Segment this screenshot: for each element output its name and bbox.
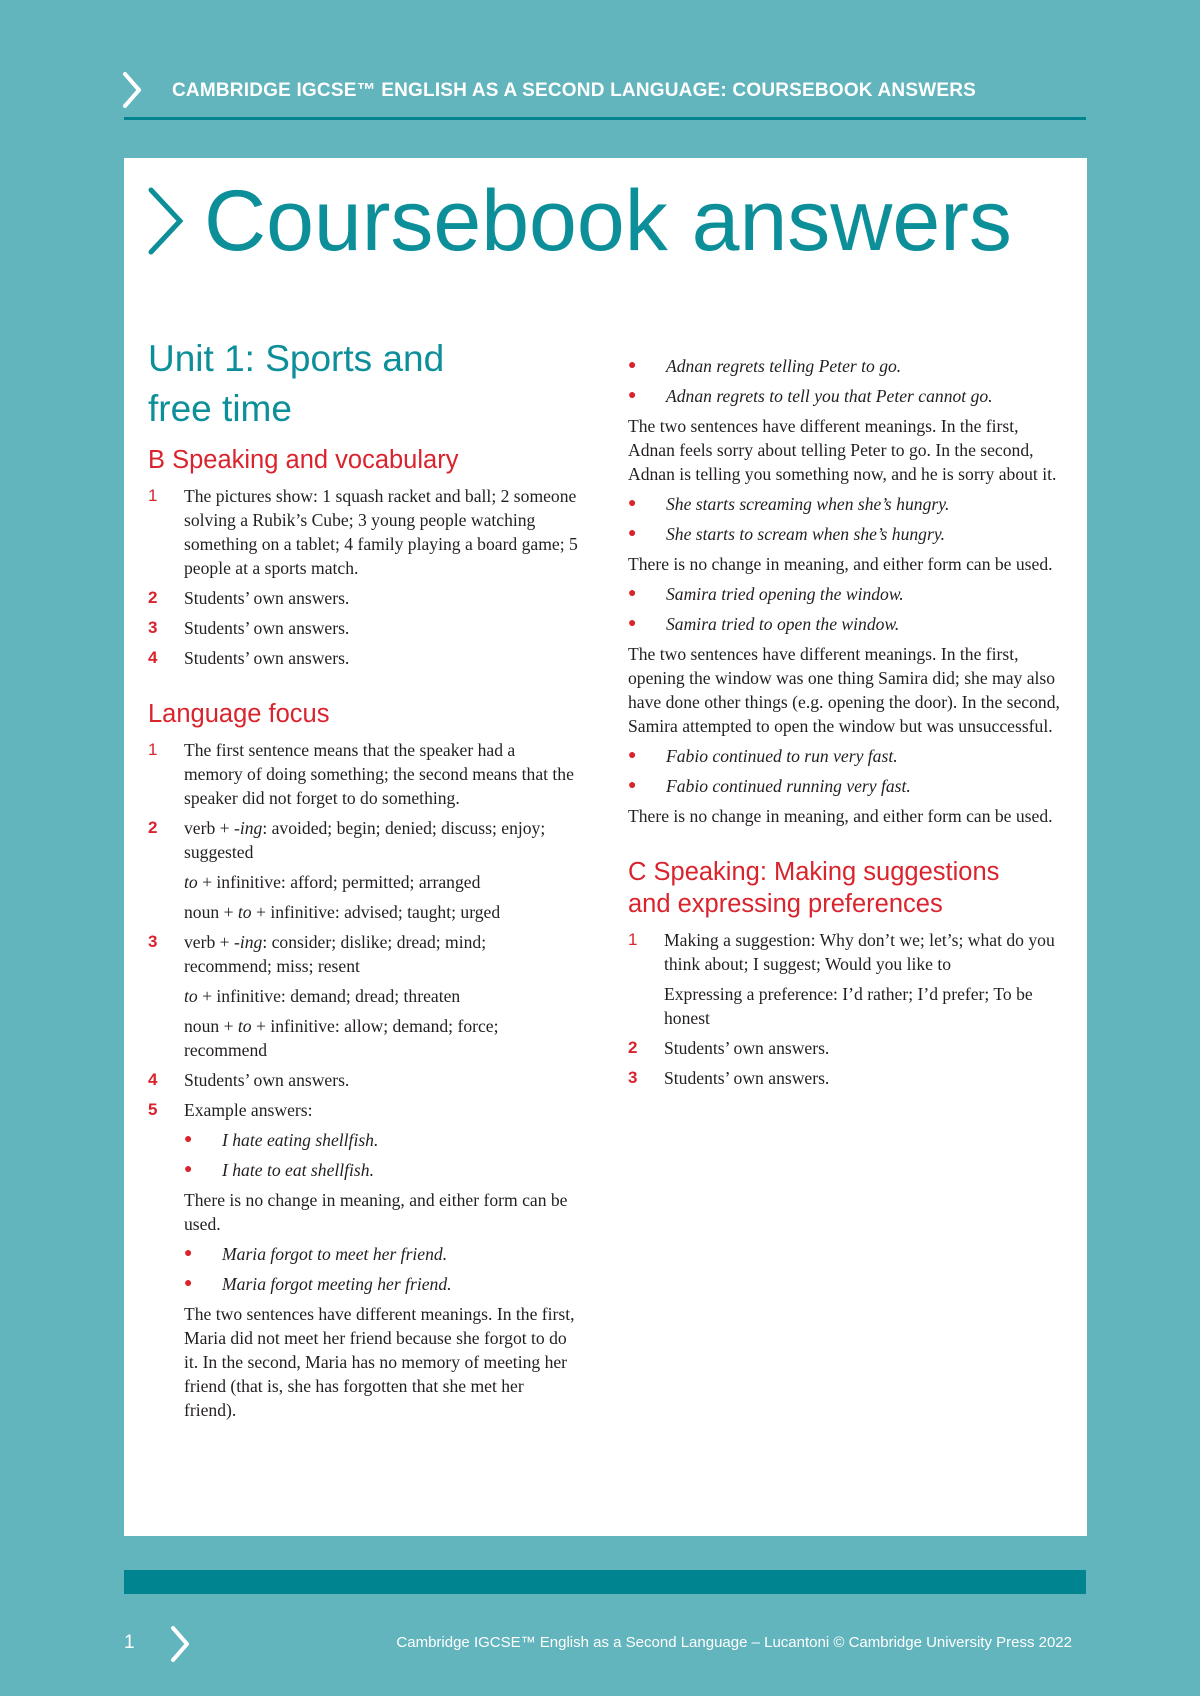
- explanation-paragraph: There is no change in meaning, and either form can be used.: [184, 1190, 568, 1234]
- bullet-item: [628, 582, 1068, 606]
- footer-band: [124, 1570, 1086, 1594]
- left-column: [148, 334, 578, 1428]
- bullet-item: [628, 744, 1068, 768]
- bullet-text: I hate to eat shellfish.: [222, 1160, 374, 1180]
- bullet-item: [628, 522, 1068, 546]
- item-number: 2: [148, 588, 158, 607]
- bullet-icon: ●: [628, 388, 637, 403]
- unit-heading-line-1: Unit 1: Sports and: [148, 338, 445, 379]
- bullet-item: [628, 384, 1068, 408]
- chevron-right-icon: [170, 1626, 190, 1662]
- item-subline: to + infinitive: afford; permitted; arranged: [184, 872, 481, 892]
- bullet-icon: ●: [628, 616, 637, 631]
- list-item: [148, 586, 578, 610]
- explanation-paragraph: The two sentences have different meanings. In the first, Maria did not meet her friend because she forgot to do it. In the second, Maria has no memory of meeting her friend (that is, she has forgotten that she met her friend).: [184, 1304, 575, 1420]
- bullet-icon: ●: [628, 748, 637, 763]
- list-item: [148, 1098, 578, 1122]
- item-text: verb + -ing: consider; dislike; dread; mind; recommend; miss; resent: [184, 932, 487, 976]
- running-header: CAMBRIDGE IGCSE™ ENGLISH AS A SECOND LANGUAGE: COURSEBOOK ANSWERS: [172, 80, 977, 101]
- section-heading-line-2: and expressing preferences: [628, 890, 943, 918]
- item-text: Students’ own answers.: [184, 648, 350, 668]
- item-text: Students’ own answers.: [184, 1070, 350, 1090]
- item-text: The pictures show: 1 squash racket and ball; 2 someone solving a Rubik’s Cube; 3 young people watching something on a tablet; 4 family playing a board game; 5 people at a sports match.: [184, 486, 578, 578]
- item-text: Students’ own answers.: [184, 618, 350, 638]
- item-number: 2: [148, 818, 158, 837]
- item-text: Students’ own answers.: [184, 588, 350, 608]
- header-divider: [124, 117, 1086, 120]
- unit-heading: [148, 334, 578, 434]
- list-item: [148, 816, 578, 864]
- item-text: Students’ own answers.: [664, 1068, 830, 1088]
- page-number: 1: [124, 1632, 135, 1653]
- bullet-text: Maria forgot meeting her friend.: [222, 1274, 452, 1294]
- item-number: 5: [148, 1100, 158, 1119]
- explanation-paragraph: The two sentences have different meanings. In the first, Adnan feels sorry about telling Peter to go. In the second, Adnan is telling you something now, and he is sorry about it.: [628, 416, 1057, 484]
- bullet-item: [628, 354, 1068, 378]
- list-item: [148, 484, 578, 580]
- bullet-icon: ●: [628, 526, 637, 541]
- item-number: 1: [148, 740, 158, 759]
- bullet-item: [184, 1242, 578, 1266]
- item-text: The first sentence means that the speaker had a memory of doing something; the second means that the speaker did not forget to do something.: [184, 740, 574, 808]
- bullet-icon: ●: [184, 1276, 193, 1291]
- unit-heading-line-2: free time: [148, 388, 292, 429]
- item-text: verb + -ing: avoided; begin; denied; discuss; enjoy; suggested: [184, 818, 546, 862]
- item-number: 3: [148, 932, 158, 951]
- bullet-icon: ●: [628, 778, 637, 793]
- item-text: Making a suggestion: Why don’t we; let’s; what do you think about; I suggest; Would you like to: [664, 930, 1055, 974]
- footer-credit: Cambridge IGCSE™ English as a Second Language – Lucantoni © Cambridge University Press 2022: [396, 1634, 1072, 1651]
- bullet-item: [628, 774, 1068, 798]
- bullet-text: Fabio continued running very fast.: [666, 776, 911, 796]
- bullet-item: [628, 492, 1068, 516]
- right-column: [628, 354, 1068, 1096]
- section-heading-speaking-vocabulary: B Speaking and vocabulary: [148, 446, 459, 474]
- bullet-text: Fabio continued to run very fast.: [666, 746, 898, 766]
- bullet-icon: ●: [628, 496, 637, 511]
- item-number: 4: [148, 648, 158, 667]
- bullet-text: She starts to scream when she’s hungry.: [666, 524, 946, 544]
- list-item: [148, 1068, 578, 1092]
- item-subline: to + infinitive: demand; dread; threaten: [184, 986, 461, 1006]
- bullet-text: Maria forgot to meet her friend.: [222, 1244, 448, 1264]
- explanation-paragraph: There is no change in meaning, and either form can be used.: [628, 806, 1053, 826]
- item-number: 2: [628, 1038, 638, 1057]
- bullet-item: [184, 1272, 578, 1296]
- bullet-item: [184, 1128, 578, 1152]
- list-item: [628, 1066, 1068, 1090]
- list-item: [148, 930, 578, 978]
- item-number: 1: [628, 930, 638, 949]
- chevron-right-icon: [146, 186, 186, 256]
- bullet-icon: ●: [628, 586, 637, 601]
- item-subline: Expressing a preference: I’d rather; I’d prefer; To be honest: [664, 984, 1033, 1028]
- bullet-text: She starts screaming when she’s hungry.: [666, 494, 950, 514]
- bullet-text: Adnan regrets telling Peter to go.: [666, 356, 902, 376]
- item-text: Example answers:: [184, 1100, 313, 1120]
- list-item: [628, 1036, 1068, 1060]
- page-title: Coursebook answers: [204, 173, 1012, 269]
- section-heading-line-1: C Speaking: Making suggestions: [628, 858, 1000, 886]
- bullet-icon: ●: [184, 1246, 193, 1261]
- bullet-text: Adnan regrets to tell you that Peter cannot go.: [666, 386, 993, 406]
- item-subline: noun + to + infinitive: allow; demand; force; recommend: [184, 1016, 499, 1060]
- section-heading-language-focus: Language focus: [148, 700, 330, 728]
- bullet-icon: ●: [628, 358, 637, 373]
- list-item: [148, 738, 578, 810]
- explanation-paragraph: The two sentences have different meanings. In the first, opening the window was one thing Samira did; she may also have done other things (e.g. opening the door). In the second, Samira attempted to open the window but was unsuccessful.: [628, 644, 1060, 736]
- chevron-right-icon: [122, 72, 142, 108]
- bullet-text: Samira tried opening the window.: [666, 584, 904, 604]
- bullet-text: I hate eating shellfish.: [222, 1130, 379, 1150]
- bullet-item: [628, 612, 1068, 636]
- item-number: 3: [628, 1068, 638, 1087]
- item-text: Students’ own answers.: [664, 1038, 830, 1058]
- bullet-icon: ●: [184, 1162, 193, 1177]
- bullet-item: [184, 1158, 578, 1182]
- list-item: [628, 928, 1068, 976]
- item-number: 4: [148, 1070, 158, 1089]
- item-number: 3: [148, 618, 158, 637]
- section-heading-speaking-suggestions: [628, 856, 1068, 920]
- item-number: 1: [148, 486, 158, 505]
- list-item: [148, 646, 578, 670]
- bullet-icon: ●: [184, 1132, 193, 1147]
- bullet-text: Samira tried to open the window.: [666, 614, 900, 634]
- explanation-paragraph: There is no change in meaning, and either form can be used.: [628, 554, 1053, 574]
- item-subline: noun + to + infinitive: advised; taught; urged: [184, 902, 501, 922]
- list-item: [148, 616, 578, 640]
